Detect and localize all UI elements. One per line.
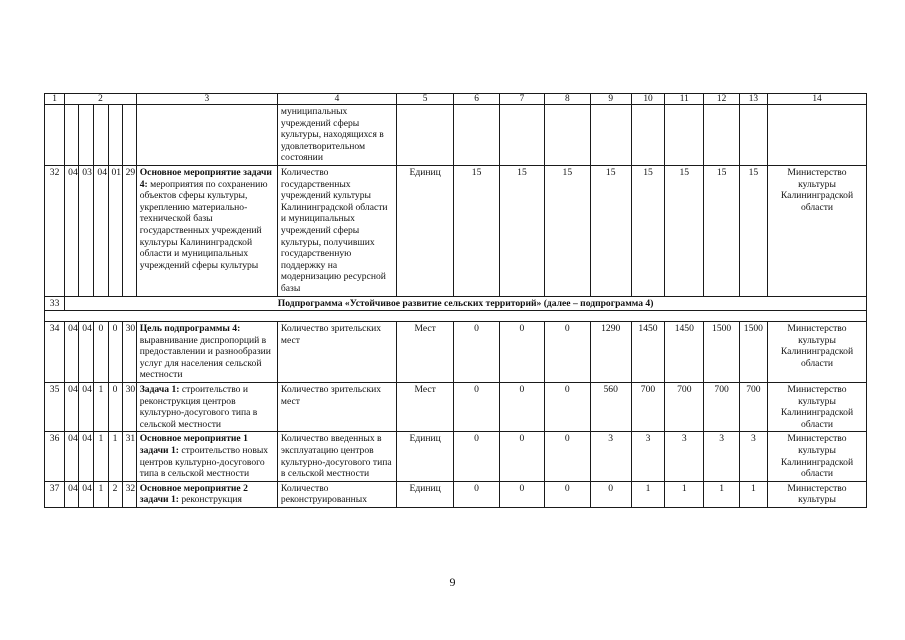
organization-cell: Министерство культуры Калининградской области xyxy=(768,322,867,383)
code-cell: 04 xyxy=(79,432,94,481)
row-number: 35 xyxy=(45,383,65,432)
header-cell: 9 xyxy=(590,94,631,105)
value-cell: 0 xyxy=(545,383,590,432)
subprogram-row xyxy=(45,296,867,311)
table-row xyxy=(45,432,867,481)
code-cell: 04 xyxy=(79,322,94,383)
value-cell: 1290 xyxy=(590,322,631,383)
activity-title: Основное мероприятие задачи 4: xyxy=(139,166,272,190)
unit-cell: Единиц xyxy=(396,432,453,481)
activity-cell xyxy=(136,165,277,296)
value-cell: 3 xyxy=(631,432,664,481)
activity-cell xyxy=(136,432,277,481)
indicator-cell: Количество реконструированных xyxy=(277,481,396,507)
unit-cell: Мест xyxy=(396,322,453,383)
indicator-cell: Количество зрительских мест xyxy=(277,383,396,432)
code-cell: 32 xyxy=(122,481,136,507)
value-cell: 15 xyxy=(665,165,704,296)
table-row xyxy=(45,322,867,383)
value-cell: 3 xyxy=(590,432,631,481)
value-cell: 3 xyxy=(739,432,767,481)
indicator-cell: Количество зрительских мест xyxy=(277,322,396,383)
value-cell: 700 xyxy=(631,383,664,432)
code-cell: 04 xyxy=(65,322,79,383)
code-cell: 1 xyxy=(94,383,108,432)
value-cell: 0 xyxy=(545,481,590,507)
header-cell: 8 xyxy=(545,94,590,105)
header-cell: 12 xyxy=(704,94,739,105)
value-cell: 3 xyxy=(665,432,704,481)
value-cell: 0 xyxy=(454,432,499,481)
code-cell: 29 xyxy=(122,165,136,296)
activity-title: Основное мероприятие 1 задачи 1: xyxy=(139,433,248,457)
row-number: 37 xyxy=(45,481,65,507)
unit-cell: Единиц xyxy=(396,481,453,507)
value-cell: 0 xyxy=(454,322,499,383)
header-cell: 6 xyxy=(454,94,499,105)
value-cell: 1500 xyxy=(704,322,739,383)
header-cell: 7 xyxy=(499,94,544,105)
code-cell: 30 xyxy=(122,383,136,432)
code-cell: 04 xyxy=(79,481,94,507)
value-cell: 0 xyxy=(499,383,544,432)
code-cell: 04 xyxy=(79,383,94,432)
value-cell: 0 xyxy=(590,481,631,507)
code-cell: 0 xyxy=(94,322,108,383)
value-cell: 560 xyxy=(590,383,631,432)
value-cell: 15 xyxy=(454,165,499,296)
header-cell: 10 xyxy=(631,94,664,105)
value-cell: 0 xyxy=(499,481,544,507)
code-cell: 04 xyxy=(65,481,79,507)
value-cell: 0 xyxy=(499,432,544,481)
value-cell: 1 xyxy=(631,481,664,507)
indicator-cell: муниципальных учреждений сферы культуры, находящихся в удовлетворительном состоянии xyxy=(277,105,396,166)
row-number: 33 xyxy=(45,296,65,311)
activity-title: Основное мероприятие 2 задачи 1: xyxy=(139,482,248,506)
code-cell: 0 xyxy=(108,322,122,383)
header-cell: 4 xyxy=(277,94,396,105)
value-cell: 1500 xyxy=(739,322,767,383)
table-row xyxy=(45,383,867,432)
header-cell: 1 xyxy=(45,94,65,105)
value-cell: 700 xyxy=(704,383,739,432)
header-cell: 3 xyxy=(136,94,277,105)
organization-cell: Министерство культуры xyxy=(768,481,867,507)
activity-text: реконструкция xyxy=(178,494,242,506)
indicator-cell: Количество государственных учреждений культуры Калининградской области и муниципальных учреждений сферы культуры, получивших государственную поддержку на модернизацию ресурсной базы xyxy=(277,165,396,296)
code-cell: 04 xyxy=(65,383,79,432)
value-cell: 0 xyxy=(499,322,544,383)
value-cell: 15 xyxy=(499,165,544,296)
header-cell: 14 xyxy=(768,94,867,105)
indicators-table xyxy=(44,93,867,508)
activity-cell xyxy=(136,481,277,507)
value-cell: 1450 xyxy=(665,322,704,383)
activity-title: Задача 1: xyxy=(139,384,180,396)
value-cell: 0 xyxy=(454,481,499,507)
row-number: 34 xyxy=(45,322,65,383)
code-cell: 1 xyxy=(94,432,108,481)
value-cell: 0 xyxy=(545,322,590,383)
subprogram-title: Подпрограмма «Устойчивое развитие сельских территорий» (далее – подпрограмма 4) xyxy=(65,296,867,311)
value-cell: 15 xyxy=(704,165,739,296)
header-cell: 2 xyxy=(65,94,137,105)
value-cell: 0 xyxy=(545,432,590,481)
unit-cell: Мест xyxy=(396,383,453,432)
activity-text: строительство и реконструкция центров культурно-досугового типа в сельской местности xyxy=(139,384,258,430)
activity-text: мероприятия по сохранению объектов сферы культуры, укреплению материально-технической базы государственных учреждений культуры Калининградской области и муниципальных учреждений сферы культуры xyxy=(139,178,268,271)
value-cell: 15 xyxy=(545,165,590,296)
header-cell: 13 xyxy=(739,94,767,105)
page-number: 9 xyxy=(449,575,456,589)
value-cell: 3 xyxy=(704,432,739,481)
value-cell: 700 xyxy=(665,383,704,432)
code-cell: 1 xyxy=(108,432,122,481)
code-cell: 1 xyxy=(94,481,108,507)
code-cell: 04 xyxy=(94,165,108,296)
code-cell: 01 xyxy=(108,165,122,296)
header-cell: 11 xyxy=(665,94,704,105)
activity-text: строительство новых центров культурно-досугового типа в сельской местности xyxy=(139,445,269,480)
row-number: 36 xyxy=(45,432,65,481)
value-cell: 15 xyxy=(590,165,631,296)
code-cell: 03 xyxy=(79,165,94,296)
value-cell: 15 xyxy=(631,165,664,296)
code-cell: 30 xyxy=(122,322,136,383)
indicator-cell: Количество введенных в эксплуатацию центров культурно-досугового типа в сельской местности xyxy=(277,432,396,481)
value-cell: 700 xyxy=(739,383,767,432)
value-cell: 1 xyxy=(665,481,704,507)
value-cell: 1 xyxy=(704,481,739,507)
value-cell: 1 xyxy=(739,481,767,507)
table-row xyxy=(45,165,867,296)
activity-cell xyxy=(136,383,277,432)
header-row xyxy=(45,94,867,105)
organization-cell: Министерство культуры Калининградской области xyxy=(768,432,867,481)
header-cell: 5 xyxy=(396,94,453,105)
activity-text: выравнивание диспропорций в предоставлении и разнообразии услуг для населения сельской местности xyxy=(139,334,271,381)
value-cell: 0 xyxy=(454,383,499,432)
value-cell: 1450 xyxy=(631,322,664,383)
code-cell: 04 xyxy=(65,165,79,296)
table-row xyxy=(45,481,867,507)
row-number: 32 xyxy=(45,165,65,296)
code-cell: 31 xyxy=(122,432,136,481)
spacer-row xyxy=(45,311,867,322)
organization-cell: Министерство культуры Калининградской области xyxy=(768,165,867,296)
code-cell: 2 xyxy=(108,481,122,507)
activity-cell xyxy=(136,322,277,383)
table-row xyxy=(45,105,867,166)
code-cell: 0 xyxy=(108,383,122,432)
unit-cell: Единиц xyxy=(396,165,453,296)
organization-cell: Министерство культуры Калининградской области xyxy=(768,383,867,432)
value-cell: 15 xyxy=(739,165,767,296)
activity-title: Цель подпрограммы 4: xyxy=(139,323,241,335)
code-cell: 04 xyxy=(65,432,79,481)
